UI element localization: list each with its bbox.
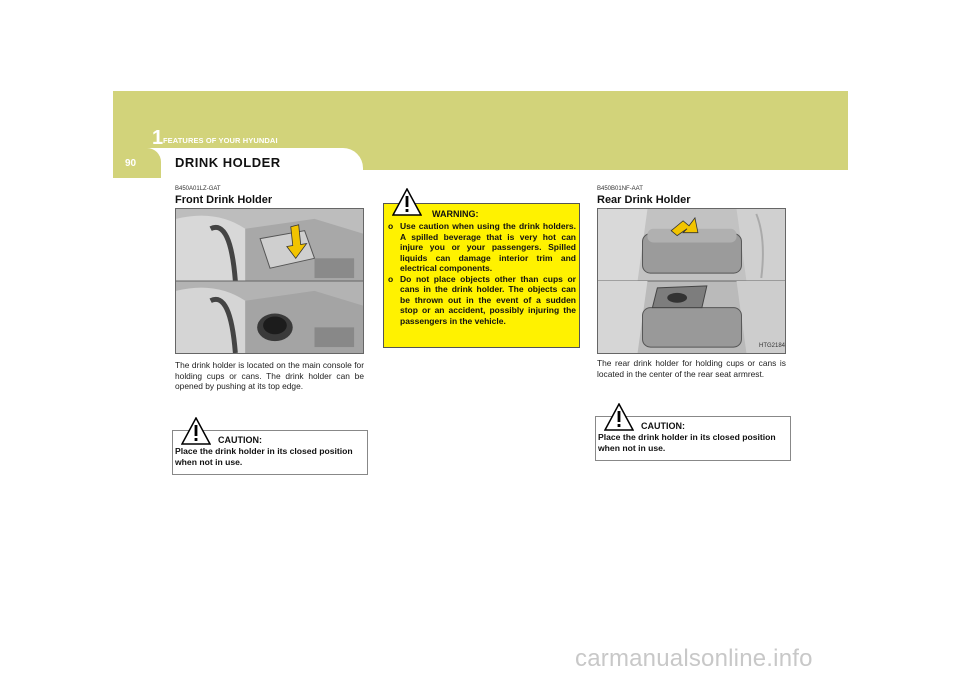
warning-list — [388, 221, 576, 326]
page-number: 90 — [125, 158, 137, 169]
warning-item — [388, 274, 576, 327]
warning-box — [383, 203, 580, 348]
section-title: DRINK HOLDER — [175, 155, 281, 170]
caution-triangle-icon — [181, 417, 211, 445]
warning-item — [388, 221, 576, 274]
watermark: carmanualsonline.info — [575, 645, 813, 672]
rear-caution-text: Place the drink holder in its closed position when not in use. — [598, 432, 776, 453]
rear-drink-holder-photo — [597, 208, 786, 354]
warning-item-text: Do not place objects other than cups or cans in the drink holder. The objects can be thrown out in the event of a sudden stop or an accident, possibly injuring the passengers in the vehicle. — [400, 273, 576, 326]
rear-image-code: HTG2184 — [759, 343, 786, 349]
page-number-tab — [113, 148, 161, 178]
front-caution-box — [172, 430, 368, 475]
rear-caution-box — [595, 416, 791, 461]
warning-item-text: Use caution when using the drink holders. A spilled beverage that is very hot can injure you or your passengers. Spilled liquids can damage interior trim and electrical components. — [400, 221, 576, 273]
front-drink-holder-photo — [175, 208, 364, 354]
front-holder-code: B450A01LZ-GAT — [175, 186, 221, 192]
warning-title: WARNING: — [432, 209, 479, 219]
front-caution-title: CAUTION: — [218, 435, 262, 445]
rear-holder-description: The rear drink holder for holding cups or cans is located in the center of the rear seat armrest. — [597, 358, 786, 379]
warning-bullet: o — [388, 273, 394, 284]
caution-triangle-icon — [604, 403, 634, 431]
front-caution-text: Place the drink holder in its closed position when not in use. — [175, 446, 353, 467]
front-holder-heading: Front Drink Holder — [175, 194, 273, 206]
warning-triangle-icon — [392, 188, 422, 216]
front-holder-description: The drink holder is located on the main console for holding cups or cans. The drink holder can be opened by pushing at its top edge. — [175, 360, 364, 391]
rear-holder-heading: Rear Drink Holder — [597, 194, 691, 206]
chapter-title: FEATURES OF YOUR HYUNDAI — [163, 136, 278, 145]
rear-caution-title: CAUTION: — [641, 421, 685, 431]
chapter-number: 1 — [152, 127, 164, 149]
warning-bullet: o — [388, 221, 394, 231]
rear-holder-code: B450B01NF-AAT — [597, 186, 643, 192]
